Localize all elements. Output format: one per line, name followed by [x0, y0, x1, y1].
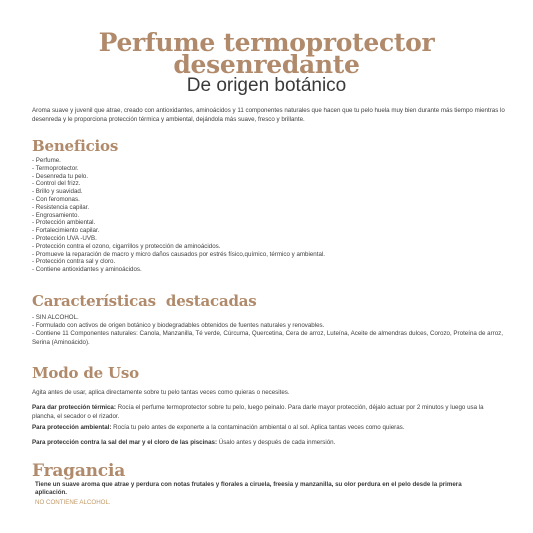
list-item: - Engrosamiento.: [32, 211, 80, 219]
modo-de-uso-ambiental-label: Para protección ambiental:: [32, 424, 112, 431]
modo-de-uso-termica-label: Para dar protección térmica:: [32, 404, 116, 411]
modo-de-uso-termica: [32, 404, 506, 421]
modo-de-uso-ambiental-text: Rocía tu pelo antes de exponerte a la contaminación ambiental o al sol. Aplica tantas veces como quieras.: [111, 424, 405, 431]
list-item: - Desenreda tu pelo.: [32, 172, 89, 180]
caracteristicas-item: - Formulado con activos de origen botánico y biodegradables obtenidos de fuentes naturales y renovables.: [32, 322, 325, 329]
list-item: - Control del frizz.: [32, 180, 81, 188]
beneficios-heading: Beneficios: [32, 137, 119, 155]
list-item: - Termoprotector.: [32, 164, 79, 172]
modo-de-uso-sal-cloro: [32, 439, 506, 448]
modo-de-uso-heading: Modo de Uso: [32, 364, 139, 382]
fragancia-text: Tiene un suave aroma que atrae y perdura con notas frutales y florales a ciruela, freesia y manzanilla, su olor perdura en el pelo desde la primera aplicación.: [35, 481, 462, 497]
caracteristicas-item: - Contiene 11 Componentes naturales: Canola, Manzanilla, Té verde, Cúrcuma, Quercetina, Cera de arroz, Luteína, Aceite de almendras dulces, Corozo, Proteína de arroz, Serina (Aminoácido).: [32, 330, 503, 346]
modo-de-uso-termica-text: Rocía el perfume termoprotector sobre tu pelo, luego peinalo. Para darle mayor protección, déjalo actuar por 2 minutos y luego usa la plancha, el secador o el rizador.: [32, 404, 484, 420]
list-item: - Promueve la reparación de macro y micro daños causados por estrés físico,químico, térmico y ambiental.: [32, 250, 325, 258]
page-subtitle: De origen botánico: [186, 75, 347, 96]
modo-de-uso-sal-cloro-text: Úsalo antes y después de cada inmersión.: [217, 439, 336, 446]
list-item: - Protección contra el ozono, cigarrillos y protección de aminoácidos.: [32, 242, 221, 250]
caracteristicas-item: - SIN ALCOHOL.: [32, 314, 79, 321]
fragancia-note: NO CONTIENE ALCOHOL.: [35, 499, 111, 506]
caracteristicas-heading: Características destacadas: [32, 292, 257, 310]
list-item: - Contiene antioxidantes y aminoácidos.: [32, 266, 142, 274]
list-item: - Perfume.: [32, 157, 61, 164]
intro-paragraph: Aroma suave y juvenil que atrae, creado con antioxidantes, aminoácidos y 11 componentes naturales que hacen que tu pelo huela muy bien durante más tiempo mientras lo desenreda y le proporciona protección térmica y ambiental, dejándola más suave, fresco y brillante.: [32, 107, 505, 123]
list-item: - Protección ambiental.: [32, 219, 96, 227]
list-item: - Con feromonas.: [32, 195, 80, 203]
list-item: - Protección UVA -UVB.: [32, 234, 97, 242]
list-item: - Fortalecimiento capilar.: [32, 227, 100, 235]
list-item: - Protección contra sal y cloro.: [32, 258, 116, 266]
fragancia-heading: Fragancia: [32, 461, 126, 481]
list-item: - Brillo y suavidad.: [32, 188, 83, 196]
modo-de-uso-ambiental: [32, 424, 506, 433]
modo-de-uso-intro: Agita antes de usar, aplica directamente sobre tu pelo tantas veces como quieras o necesites.: [32, 389, 290, 396]
beneficios-list: [32, 157, 325, 274]
modo-de-uso-sal-cloro-label: Para protección contra la sal del mar y el cloro de las piscinas:: [32, 439, 218, 446]
list-item: - Resistencia capilar.: [32, 203, 90, 211]
page-title-line2: desenredante: [173, 50, 360, 79]
page-title-line1: Perfume termoprotector: [98, 28, 435, 57]
